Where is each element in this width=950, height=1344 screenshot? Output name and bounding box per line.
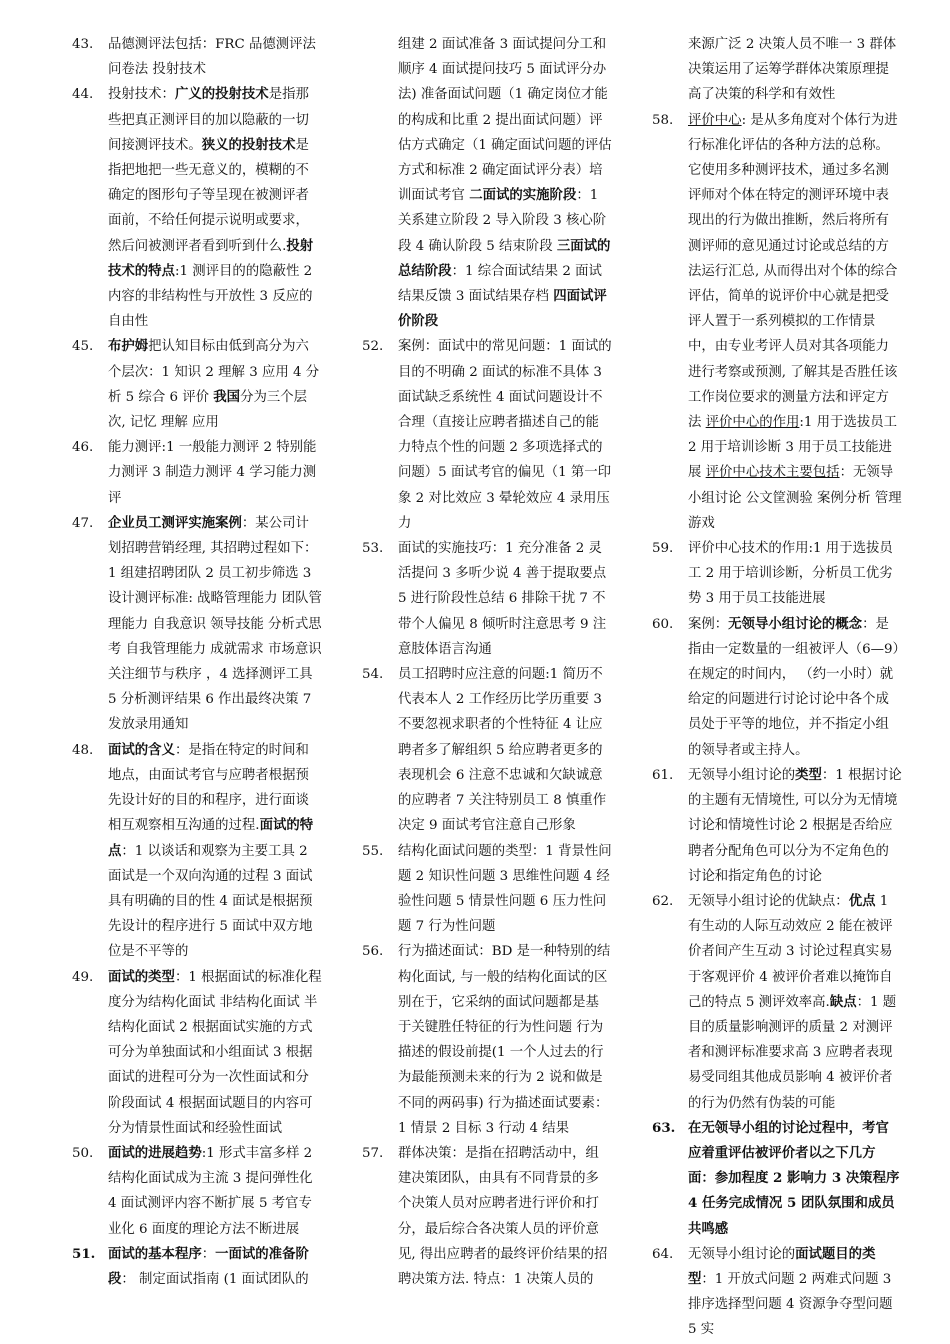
bold-text: 面试的类型 [108, 968, 175, 985]
item-number: 58. [652, 112, 674, 128]
item-number: 61. [652, 767, 674, 783]
bold-text: 四面试评价阶段 [398, 288, 607, 330]
body-text: 结构化面试问题的类型：1 背景性问题 2 知识性问题 3 思维性问题 4 经验性问题 5 情景性问题 6 压力性问题 7 行为性问题 [398, 843, 612, 935]
item-number: 44. [72, 87, 94, 103]
bold-text: 三面试的总结阶段 [398, 237, 611, 279]
body-text: 是指把地把一些无意义的，模糊的不确定的图形句子等呈现在被测评者面前，不给任何提示说明或要求，然后问被测评者看到听到什么. [108, 137, 309, 254]
body-text: 把认知目标由低到高分为六个层次：1 知识 2 理解 3 应用 4 分析 5 综合 6 评价 [108, 339, 320, 405]
body-text: 来源广泛 2 决策人员不唯一 3 群体决策运用了运筹学群体决策原理提高了决策的科学和有效性 [688, 37, 897, 103]
body-text: ：1 开放式问题 2 两难式问题 3 排序选择型问题 4 资源争夺型问题 5 实 [688, 1271, 893, 1338]
item-number: 43. [72, 37, 94, 52]
body-text: ：无领导小组讨论 公文筐测验 案例分析 管理游戏 [688, 465, 902, 531]
body-text: 投射技术： [108, 87, 175, 103]
body-text: 是指那些把真正测评目的加以隐蔽的一切间接测评技术。 [108, 87, 309, 153]
bold-text: 我国 [213, 388, 241, 405]
body-text: ： [201, 1246, 216, 1262]
list-item [72, 334, 322, 435]
body-text: :1 用于选拔员工 2 用于培训诊断 3 用于员工技能进展 [688, 415, 898, 481]
item-number: 56. [362, 944, 384, 960]
list-item [652, 612, 902, 763]
bold-text: 投射技术的特点 [108, 237, 314, 279]
list-item [362, 939, 612, 1141]
list-item [362, 536, 612, 662]
body-text: 行为描述面试：BD 是一种特别的结构化面试, 与一般的结构化面试的区别在于，它采纳的面试问题都是基于关键胜任特征的行为性问题 行为描述的假设前提(1 一个人过去的行为最能预测未来的行为 2 说和做是不同的两码事) 行为描述面试要素：1 情景 2 目标 3 行动 4 结果 [398, 944, 611, 1136]
body-text: 面试的实施技巧：1 充分准备 2 灵活提问 3 多听少说 4 善于提取要点 5 进行阶段性总结 6 排除干扰 7 不带个人偏见 8 倾听时注意思考 9 注意肢体语言沟通 [398, 541, 607, 657]
bold-text: 狭义的投射技术 [201, 136, 296, 153]
item-number: 46. [72, 440, 94, 456]
body-text: ：1 关系建立阶段 2 导入阶段 3 核心阶段 4 确认阶段 5 结束阶段 [398, 188, 607, 254]
list-item-continuation [652, 32, 902, 108]
body-text: ：某公司计划招聘营销经理, 其招聘过程如下：1 组建招聘团队 2 员工初步筛选 3 设计测评标准: 战略管理能力 团队管理能力 自我意识 领导技能 分析式思考 自我管理能力 成就需求 市场意识 关注细节与秩序 ，4 选择测评工具 5 分析测评结果 6 作出最终决策 7 发放录用通知 [108, 515, 322, 733]
body-text: ：是指由一定数量的一组被评人（6—9）在规定的时间内， （约一小时）就给定的问题进行讨论讨论中各个成员处于平等的地位，并不指定小组的领导者或主持人。 [688, 616, 900, 758]
list-item [72, 1141, 322, 1242]
list-item [652, 1242, 902, 1343]
list-item [72, 1242, 322, 1292]
item-number: 45. [72, 339, 94, 355]
bold-text: 类型 [795, 766, 822, 783]
body-text: ：1 以谈话和观察为主要工具 2 面试是一个双向沟通的过程 3 面试具有明确的目的性 4 面试是根据预先设计的程序进行 5 面试中双方地位是不平等的 [108, 843, 313, 960]
bold-text: 在无领导小组的讨论过程中，考官应着重评估被评价者以之下几方面：参加程度 2 影响力 3 决策程序 4 任务完成情况 5 团队氛围和成员共鸣感 [688, 1119, 900, 1237]
body-text: ：是指在特定的时间和地点，由面试考官与应聘者根据预先设计好的目的和程序，进行面谈相互观察相互沟通的过程. [108, 742, 309, 834]
body-text: : 是从多角度对个体行为进行标准化评估的各种方法的总称。它使用多种测评技术，通过多名测评师对个体在特定的测评环境中表现出的行为做出推断，然后将所有测评师的意见通过讨论或总结的方法运行汇总, 从而得出对个体的综合评估，简单的说评价中心就是把受评人置于一系列模拟的工作情景中，由专业考评人员对其各项能力进行考察或预测, 了解其是否胜任该工作岗位要求的测量方法和评定方法 [688, 112, 898, 431]
text-column-right [652, 32, 902, 1343]
body-text: ：1 根据讨论的主题有无情境性, 可以分为无情境讨论和情境性讨论 2 根据是否给应聘者分配角色可以分为不定角色的讨论和指定角色的讨论 [688, 767, 902, 884]
underlined-text: 评价中心的作用 [705, 415, 800, 431]
item-number: 60. [652, 616, 674, 632]
body-text: :1 测评目的的隐蔽性 2 内容的非结构性与开放性 3 反应的自由性 [108, 263, 313, 330]
bold-text: 二面试的实施阶段 [469, 187, 577, 204]
list-item [362, 839, 612, 940]
bold-text: 面试的特点 [108, 817, 314, 859]
body-text: 1 有生动的人际互动效应 2 能在被评价者间产生互动 3 讨论过程真实易于客观评价 4 被评价者难以掩饰自己的特点 5 测评效率高. [688, 893, 893, 1010]
body-text: ：1 根据面试的标准化程度分为结构化面试 非结构化面试 半结构化面试 2 根据面试实施的方式可分为单独面试和小组面试 3 根据面试的进程可分为一次性面试和分阶段面试 4 根据面试题目的内容可分为情景性面试和经验性面试 [108, 969, 322, 1136]
list-item [72, 965, 322, 1141]
bold-text: 面试的含义 [108, 741, 175, 758]
list-item [652, 889, 902, 1116]
item-number: 52. [362, 339, 384, 355]
body-text: 无领导小组讨论的 [688, 767, 796, 783]
list-item [652, 763, 902, 889]
list-item [362, 1141, 612, 1292]
list-item [72, 32, 322, 82]
bold-text: 无领导小组讨论的概念 [728, 615, 863, 632]
list-item [362, 334, 612, 536]
body-text: ：1 题目的质量影响测评的质量 2 对测评者和测评标准要求高 3 应聘者表现易受同组其他成员影响 4 被评价者的行为仍然有伪装的可能 [688, 994, 897, 1111]
list-item [72, 738, 322, 965]
body-text: 员工招聘时应注意的问题:1 简历不代表本人 2 工作经历比学历重要 3 不要忽视求职者的个性特征 4 让应聘者多了解组织 5 给应聘者更多的表现机会 6 注意不忠诚和欠缺诚意的应聘者 7 关注特别员工 8 慎重作决定 9 面试考官注意自己形象 [398, 667, 607, 834]
bold-text: 广义的投射技术 [174, 86, 269, 103]
item-number: 51. [72, 1245, 96, 1262]
item-number: 48. [72, 742, 94, 758]
body-text: 分为三个层次, 记忆 理解 应用 [108, 389, 308, 431]
bold-text: 缺点 [829, 993, 857, 1010]
bold-text: 面试的基本程序 [108, 1245, 202, 1262]
body-text: 无领导小组讨论的优缺点： [688, 893, 849, 909]
list-item [652, 108, 902, 536]
list-item [362, 662, 612, 838]
body-text: 案例： [688, 616, 729, 632]
body-text: 评价中心技术的作用:1 用于选拔员工 2 用于培训诊断，分析员工优劣势 3 用于员工技能进展 [688, 541, 893, 607]
text-column-middle [362, 32, 612, 1292]
bold-text: 面试题目的类型 [688, 1245, 876, 1287]
body-text: 品德测评法包括：FRC 品德测评法 问卷法 投射技术 [108, 37, 316, 78]
bold-text: 一面试的准备阶段 [108, 1245, 309, 1287]
body-text: 能力测评:1 一般能力测评 2 特别能力测评 3 制造力测评 4 学习能力测评 [108, 440, 317, 506]
list-item [652, 536, 902, 612]
body-text: 无领导小组讨论的 [688, 1246, 796, 1262]
item-number: 49. [72, 969, 94, 985]
item-number: 57. [362, 1145, 384, 1161]
item-number: 50. [72, 1145, 94, 1161]
item-number: 63. [652, 1119, 676, 1136]
item-number: 55. [362, 843, 384, 859]
item-number: 64. [652, 1246, 674, 1262]
body-text: 案例：面试中的常见问题：1 面试的目的不明确 2 面试的标准不具体 3 面试缺乏系统性 4 面试问题设计不合理（直接让应聘者描述自己的能力特点个性的问题 2 多项选择式的问题）5 面试考官的偏见（1 第一印象 2 对比效应 3 晕轮效应 4 录用压力 [398, 339, 612, 531]
underlined-text: 评价中心技术主要包括 [705, 465, 840, 481]
list-item [72, 435, 322, 511]
item-number: 47. [72, 515, 94, 531]
list-item [72, 511, 322, 738]
list-item-continuation [362, 32, 612, 334]
underlined-text: 评价中心 [688, 112, 742, 128]
list-item [72, 82, 322, 334]
item-number: 53. [362, 541, 384, 557]
body-text: :1 形式丰富多样 2 结构化面试成为主流 3 提问弹性化 4 面试测评内容不断扩展 5 考官专业化 6 面度的理论方法不断进展 [108, 1145, 313, 1237]
body-text: ：1 综合面试结果 2 面试结果反馈 3 面试结果存档 [398, 263, 602, 305]
bold-text: 布护姆 [108, 338, 149, 355]
list-item [652, 1116, 902, 1242]
item-number: 62. [652, 893, 674, 909]
body-text: ： 制定面试指南 (1 面试团队的 [121, 1271, 309, 1287]
bold-text: 企业员工测评实施案例 [108, 514, 242, 531]
item-number: 54. [362, 667, 384, 683]
item-number: 59. [652, 541, 674, 557]
text-column-left [72, 32, 322, 1292]
body-text: 组建 2 面试准备 3 面试提问分工和顺序 4 面试提问技巧 5 面试评分办法) 准备面试问题（1 确定岗位才能的构成和比重 2 提出面试问题）评估方式确定（1 确定面试问题的评估方式和标准 2 确定面试评分表）培训面试考官 [398, 37, 612, 204]
body-text: 群体决策：是指在招聘活动中，组建决策团队，由具有不同背景的多个决策人员对应聘者进行评价和打分，最后综合各决策人员的评价意见, 得出应聘者的最终评价结果的招聘决策方法. 特点：1 决策人员的 [398, 1145, 608, 1287]
bold-text: 面试的进展趋势 [108, 1144, 202, 1161]
bold-text: 优点 [848, 892, 876, 909]
